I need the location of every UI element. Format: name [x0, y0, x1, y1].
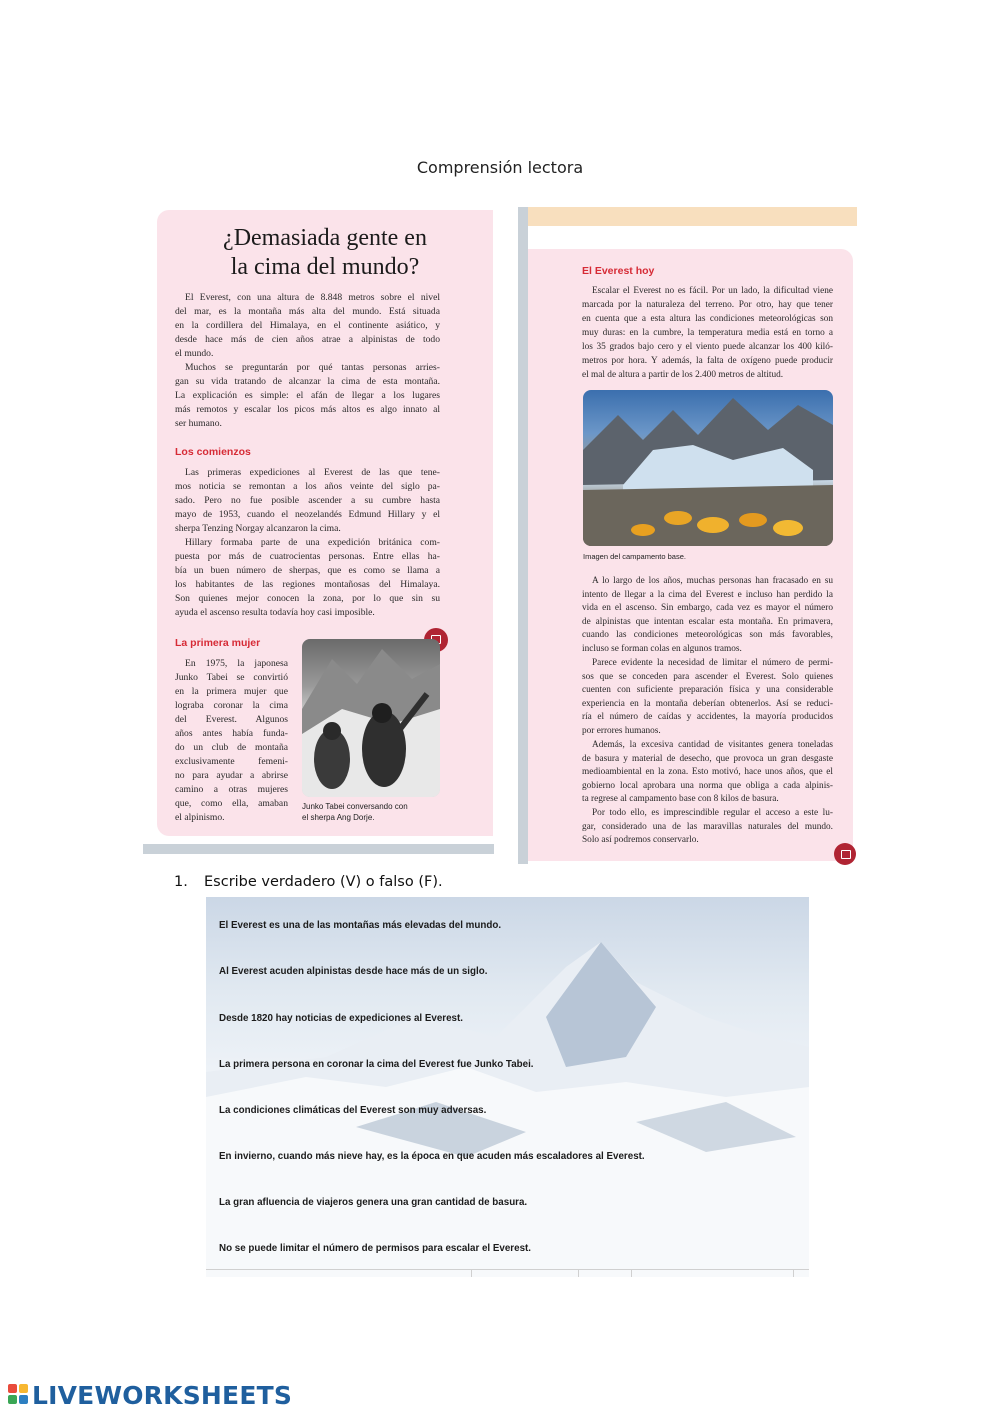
- text-line: lograba coronar la cima: [175, 700, 288, 711]
- text-line: medioambiental en la zona. Esto motivó, hace unos años, que el: [582, 767, 833, 778]
- text-line: Son quienes mejor conocen la zona, por lo que sin su: [175, 593, 440, 604]
- text-line: exclusivamente femeni-: [175, 756, 288, 767]
- statement: En invierno, cuando más nieve hay, es la época en que acuden más escaladores al Everest.: [219, 1151, 645, 1162]
- text-line: sos que se conceden para ascender el Everest. Solo quienes: [582, 671, 833, 682]
- text-line: incluso se forman colas en algunos tramos.: [582, 643, 742, 654]
- article-title: [157, 224, 493, 282]
- comienzos-paragraph-2: [175, 536, 440, 620]
- text-line: A lo largo de los años, muchas personas han fracasado en su: [592, 576, 833, 586]
- text-line: experiencia en la montaña deberían obtenerlos. Así se reduci-: [582, 698, 833, 709]
- logo-grid-icon: [8, 1384, 30, 1406]
- statement: La gran afluencia de viajeros genera una gran cantidad de basura.: [219, 1197, 528, 1208]
- section-heading-comienzos: Los comienzos: [175, 446, 251, 458]
- text-line: desde hace más de cien años atrae a alpinistas de todo: [175, 334, 440, 345]
- text-line: en la primera mujer que: [175, 686, 288, 697]
- text-line: Hillary formaba parte de una expedición británica com-: [185, 537, 440, 548]
- text-line: Parece evidente la necesidad de limitar el número de permi-: [592, 658, 833, 668]
- text-line: muy duras: en la cumbre, la temperatura media está en torno a: [582, 328, 833, 338]
- text-line: Junko Tabei se convirtió: [175, 672, 288, 683]
- text-line: ría el número de caídas y accidentes, la mayoría producidos: [582, 712, 833, 723]
- text-line: puesta por más de cuatrocientas personas. Entre ellas ha-: [175, 551, 440, 562]
- base-camp-caption: Imagen del campamento base.: [583, 552, 686, 561]
- text-line: en la cordillera del Himalaya, en el continente asiático, y: [175, 320, 440, 331]
- question-text: Escribe verdadero (V) o falso (F).: [204, 874, 443, 890]
- statement: La condiciones climáticas del Everest son muy adversas.: [219, 1105, 487, 1116]
- statement: Desde 1820 hay noticias de expediciones al Everest.: [219, 1013, 463, 1024]
- article-title-line: ¿Demasiada gente en: [223, 225, 427, 251]
- intro-paragraph-2: [175, 361, 440, 431]
- everest-hoy-paragraph-5: [582, 807, 833, 848]
- text-line: sado. Pero no fue posible ascender a su cumbre hasta: [175, 495, 440, 506]
- comienzos-paragraph-1: [175, 466, 440, 536]
- text-line: no para ayudar a abrirse: [175, 770, 288, 781]
- article-title-line: la cima del mundo?: [230, 254, 420, 280]
- text-line: Escalar el Everest no es fácil. Por un lado, la dificultad viene: [592, 286, 833, 296]
- text-line: que, como ella, amaban: [175, 798, 288, 809]
- question-number: 1.: [174, 874, 188, 890]
- text-line: Muchos se preguntarán por qué tantas personas arries-: [185, 362, 440, 373]
- calendar-icon: [834, 843, 856, 865]
- text-line: Además, la excesiva cantidad de visitantes genera toneladas: [592, 740, 833, 750]
- text-line: ser humano.: [175, 418, 222, 429]
- true-false-panel: [206, 897, 809, 1277]
- text-line: mayo de 1953, cuando el neozelandés Edmund Hillary y el: [175, 509, 440, 520]
- logo-text: LIVEWORKSHEETS: [32, 1380, 293, 1410]
- text-line: ta regrese al campamento base con 8 kilos de basura.: [582, 794, 779, 805]
- text-line: gar, considerado una de las maravillas naturales del mundo.: [582, 821, 833, 832]
- statement: Al Everest acuden alpinistas desde hace más de un siglo.: [219, 966, 488, 977]
- text-line: Las primeras expediciones al Everest de las que tene-: [185, 467, 440, 478]
- text-line: cuenten con suficiente preparación física y una considerable: [582, 685, 833, 696]
- text-line: de alpinistas que intentan escalar esta montaña. En primavera,: [582, 616, 833, 627]
- statement: No se puede limitar el número de permisos para escalar el Everest.: [219, 1243, 532, 1254]
- text-line: vida en el ascenso. Sin embargo, cada vez es mayor el número: [582, 603, 833, 614]
- text-line: años antes había funda-: [175, 728, 288, 739]
- answer-grid-edge: [206, 1269, 809, 1277]
- junko-tabei-photo: [302, 639, 440, 797]
- text-line: más remotos y escalar los picos más altos es algo innato al: [175, 404, 440, 415]
- caption-line: Junko Tabei conversando con: [302, 802, 408, 811]
- text-line: los habitantes de las regiones montañosas del Himalaya.: [175, 579, 440, 590]
- text-line: do un club de montaña: [175, 742, 288, 753]
- statement: La primera persona en coronar la cima del Everest fue Junko Tabei.: [219, 1059, 534, 1070]
- text-line: el mal de altura a partir de los 2.400 metros de altitud.: [582, 370, 784, 380]
- text-line: sherpa Tenzing Norgay alcanzaron la cima.: [175, 523, 341, 534]
- junko-tabei-caption: [302, 801, 408, 823]
- text-line: Solo así podremos conservarlo.: [582, 835, 699, 846]
- caption-line: el sherpa Ang Dorje.: [302, 813, 375, 822]
- text-line: intento de llegar a la cima del Everest e incluso han perdido la: [582, 589, 833, 600]
- text-line: cuando las condiciones meteorológicas son más favorables,: [582, 630, 833, 641]
- text-line: marcada por la naturaleza del terreno. Por otro, hay que tener: [582, 300, 833, 310]
- text-line: mos noticia se remontan a los años veinte del siglo pa-: [175, 481, 440, 492]
- text-line: en cuenta que a esta altura las condiciones meteorológicas son: [582, 314, 833, 324]
- text-line: del mar, es la montaña más alta del mundo. Está situada: [175, 306, 440, 317]
- everest-background-image: [206, 897, 809, 1277]
- section-heading-everest-hoy: El Everest hoy: [582, 265, 655, 277]
- section-heading-primera-mujer: La primera mujer: [175, 637, 261, 649]
- right-page-shadow: [518, 207, 528, 864]
- text-line: gobierno local aprobara una norma que obliga a cada alpinis-: [582, 780, 833, 791]
- page-title: Comprensión lectora: [416, 158, 584, 177]
- everest-hoy-paragraph-4: [582, 739, 833, 807]
- text-line: La explicación es simple: el afán de llegar a los lugares: [175, 390, 440, 401]
- left-page-shadow: [143, 844, 494, 854]
- intro-paragraph-1: [175, 291, 440, 361]
- text-line: gan su vida tratando de alcanzar la cima de esta montaña.: [175, 376, 440, 387]
- text-line: El Everest, con una altura de 8.848 metros sobre el nivel: [185, 292, 440, 303]
- text-line: En 1975, la japonesa: [185, 658, 288, 669]
- everest-hoy-paragraph-1: [582, 284, 833, 382]
- text-line: del Everest. Algunos: [175, 714, 288, 725]
- everest-hoy-paragraph-3: [582, 657, 833, 739]
- text-line: de basura y material de desecho, que provoca un gran desgaste: [582, 753, 833, 764]
- text-line: el alpinismo.: [175, 812, 225, 823]
- right-page-top-strip: [528, 207, 857, 226]
- text-line: camino a otras mujeres: [175, 784, 288, 795]
- statement: El Everest es una de las montañas más elevadas del mundo.: [219, 920, 502, 931]
- liveworksheets-logo: [8, 1381, 292, 1409]
- text-line: ayuda el ascenso resulta todavía hoy casi imposible.: [175, 607, 375, 618]
- question-prompt: [174, 874, 443, 890]
- text-line: bía un buen número de sherpas, que es como se llama a: [175, 565, 440, 576]
- text-line: Por todo ello, es imprescindible regular el acceso a este lu-: [592, 808, 833, 818]
- text-line: el mundo.: [175, 348, 214, 359]
- text-line: por errores humanos.: [582, 725, 661, 736]
- primera-mujer-paragraph: [175, 657, 288, 825]
- text-line: los 35 grados bajo cero y el viento puede alcanzar los 400 kiló-: [582, 342, 833, 352]
- text-line: metros por hora. Y además, la falta de oxígeno puede producir: [582, 356, 833, 366]
- base-camp-photo: [583, 390, 833, 546]
- everest-hoy-paragraph-2: [582, 575, 833, 657]
